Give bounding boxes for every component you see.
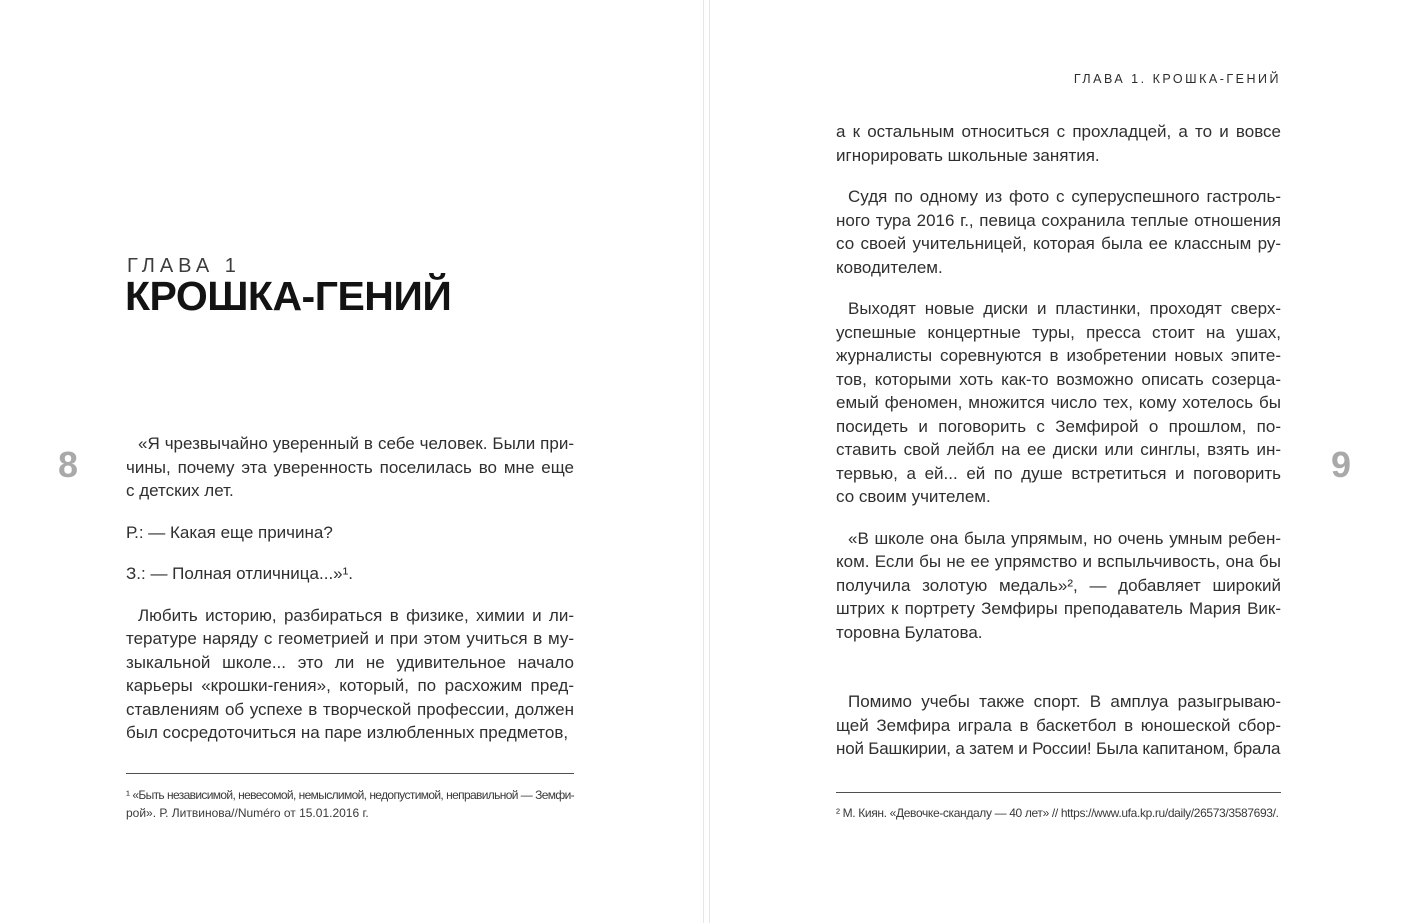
body-paragraph [126, 562, 574, 586]
body-line: с детских лет. [126, 481, 234, 500]
footnote-line: ² М. Киян. «Девочке-скандалу — 40 лет» // https://www.ufa.kp.ru/daily/26573/3587693/. [836, 806, 1279, 820]
body-line: тов, которыми хоть как-то возможно описать созерца- [836, 369, 1281, 389]
footnote-right [836, 792, 1281, 822]
body-paragraph [836, 120, 1281, 167]
body-line: игнорировать школьные занятия. [836, 145, 1100, 165]
body-paragraph [836, 297, 1281, 509]
page-number-left: 8 [58, 444, 79, 485]
footnote-left [126, 773, 574, 822]
body-text-left [126, 432, 574, 745]
body-line: был сосредоточиться на паре излюбленных предметов, [126, 723, 569, 742]
body-line: ком. Если бы не ее упрямство и вспыльчивость, она бы [836, 552, 1281, 571]
body-text-right [836, 120, 1281, 761]
footnote-line: рой». Р. Литвинова//Numéro от 15.01.2016 г. [126, 806, 369, 820]
body-line: Любить историю, разбираться в физике, химии и ли- [138, 605, 574, 625]
body-line: чины, почему эта уверенность поселилась во мне еще [126, 457, 574, 477]
body-line: журналисты соревнуются в изобретении новых эпите- [836, 346, 1281, 365]
body-line: со своей учительницей, которая была ее классным ру- [836, 234, 1281, 253]
body-line: З.: — Полная отличница...»¹. [126, 564, 354, 583]
body-line: щей Земфира играла в баскетбол в юношеской сбор- [836, 715, 1281, 735]
body-line: торовна Булатова. [836, 622, 983, 642]
body-line: «Я чрезвычайно уверенный в себе человек. Были при- [138, 434, 574, 453]
body-line: ководителем. [836, 257, 943, 277]
body-line: ной Башкирии, а затем и России! Была капитаном, брала [836, 739, 1281, 758]
body-paragraph [126, 521, 574, 545]
page-number-right: 9 [1331, 444, 1352, 485]
body-line: «В школе она была упрямым, но очень умным ребен- [848, 528, 1281, 548]
body-line: получила золотую медаль»², — добавляет широкий [836, 575, 1281, 595]
body-line: зыкальной школе... это ли не удивительное начало [126, 652, 574, 672]
body-line: посидеть и поговорить с Земфирой о прошлом, по- [836, 416, 1281, 436]
body-line: штрих к портрету Земфиры преподаватель Мария Вик- [836, 599, 1281, 618]
body-paragraph [126, 604, 574, 745]
body-line: карьеры «крошки-гения», который, по расхожим пред- [126, 676, 574, 695]
running-header: ГЛАВА 1. КРОШКА-ГЕНИЙ [1073, 72, 1281, 86]
body-line: ного тура 2016 г., певица сохранила теплые отношения [836, 210, 1281, 230]
chapter-label: ГЛАВА 1 [127, 255, 241, 277]
body-line: а к остальным относиться с прохладцей, а то и вовсе [836, 122, 1281, 141]
body-line: тервью, а ей... ей по душе встретиться и поговорить [836, 463, 1281, 483]
body-line: тературе наряду с геометрией и при этом учиться в му- [126, 629, 574, 648]
body-line: со своим учителем. [836, 487, 991, 506]
body-paragraph [836, 527, 1281, 645]
body-line: Выходят новые диски и пластинки, проходят сверх- [848, 299, 1281, 318]
body-paragraph [836, 185, 1281, 279]
body-paragraph [126, 432, 574, 503]
body-line: Судя по одному из фото с суперуспешного гастроль- [848, 187, 1281, 206]
footnote-line: ¹ «Быть независимой, невесомой, немыслимой, недопустимой, неправильной — Земфи- [126, 788, 574, 802]
body-line: емый феномен, множится число тех, кому хотелось бы [836, 393, 1281, 412]
body-line: успешные концертные туры, пресса стоит на ушах, [836, 322, 1281, 342]
body-line: Помимо учебы также спорт. В амплуа разыгрываю- [848, 692, 1281, 711]
body-line: ставить свой лейбл на ее диски или синглы, взять ин- [836, 440, 1281, 459]
body-line: Р.: — Какая еще причина? [126, 522, 333, 542]
body-paragraph [836, 690, 1281, 761]
chapter-title: КРОШКА-ГЕНИЙ [125, 273, 452, 319]
body-line: ставлениям об успехе в творческой профессии, должен [126, 699, 574, 719]
